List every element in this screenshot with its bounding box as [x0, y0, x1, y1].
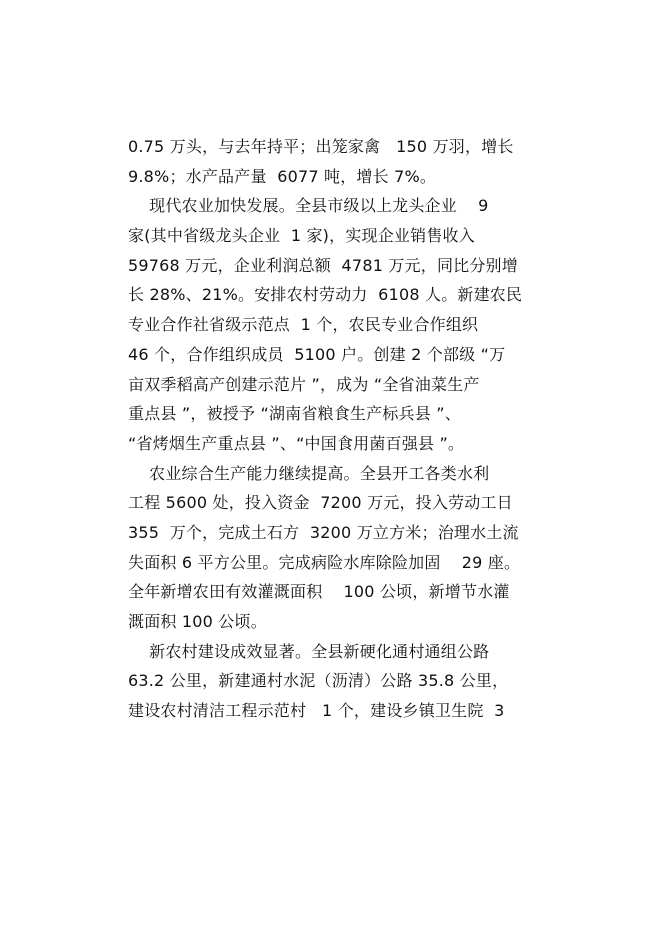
text-line: 全年新增农田有效灌溉面积 100 公顷，新增节水灌	[128, 582, 510, 602]
text-line: 农业综合生产能力继续提高。全县开工各类水利	[128, 463, 490, 483]
text-line: 0.75 万头，与去年持平；出笼家禽 150 万羽，增长	[128, 137, 514, 156]
text-line: 长 28%、21%。安排农村劳动力 6108 人。新建农民	[128, 285, 523, 305]
body-text	[128, 132, 572, 726]
text-line: 专业合作社省级示范点 1 个，农民专业合作组织	[128, 315, 479, 335]
text-line: 新农村建设成效显著。全县新硬化通村通组公路	[128, 641, 490, 661]
text-line: 9.8%；水产品产量 6077 吨，增长 7%。	[128, 166, 437, 186]
text-line: 355 万个，完成土石方 3200 万立方米；治理水土流	[128, 522, 519, 542]
text-line: 46 个，合作组织成员 5100 户。创建 2 个部级 “万	[128, 344, 506, 364]
text-line: 工程 5600 处，投入资金 7200 万元，投入劳动工日	[128, 493, 513, 513]
text-line: 亩双季稻高产创建示范片 ”，成为 “全省油菜生产	[128, 374, 480, 394]
text-line: 建设农村清洁工程示范村 1 个，建设乡镇卫生院 3	[128, 701, 505, 721]
text-line: 溉面积 100 公顷。	[128, 612, 267, 631]
text-line: 63.2 公里，新建通村水泥（沥清）公路 35.8 公里，	[128, 671, 509, 691]
text-line: 重点县 ”，被授予 “湖南省粮食生产标兵县 ”、	[128, 404, 461, 424]
text-line: 现代农业加快发展。全县市级以上龙头企业 9	[128, 196, 489, 216]
text-line: 家(其中省级龙头企业 1 家)，实现企业销售收入	[128, 226, 475, 246]
text-line: 失面积 6 平方公里。完成病险水库除险加固 29 座。	[128, 552, 521, 572]
text-line: 59768 万元，企业利润总额 4781 万元，同比分别增	[128, 255, 518, 275]
text-line: “省烤烟生产重点县 ”、“中国食用菌百强县 ”。	[128, 433, 465, 453]
